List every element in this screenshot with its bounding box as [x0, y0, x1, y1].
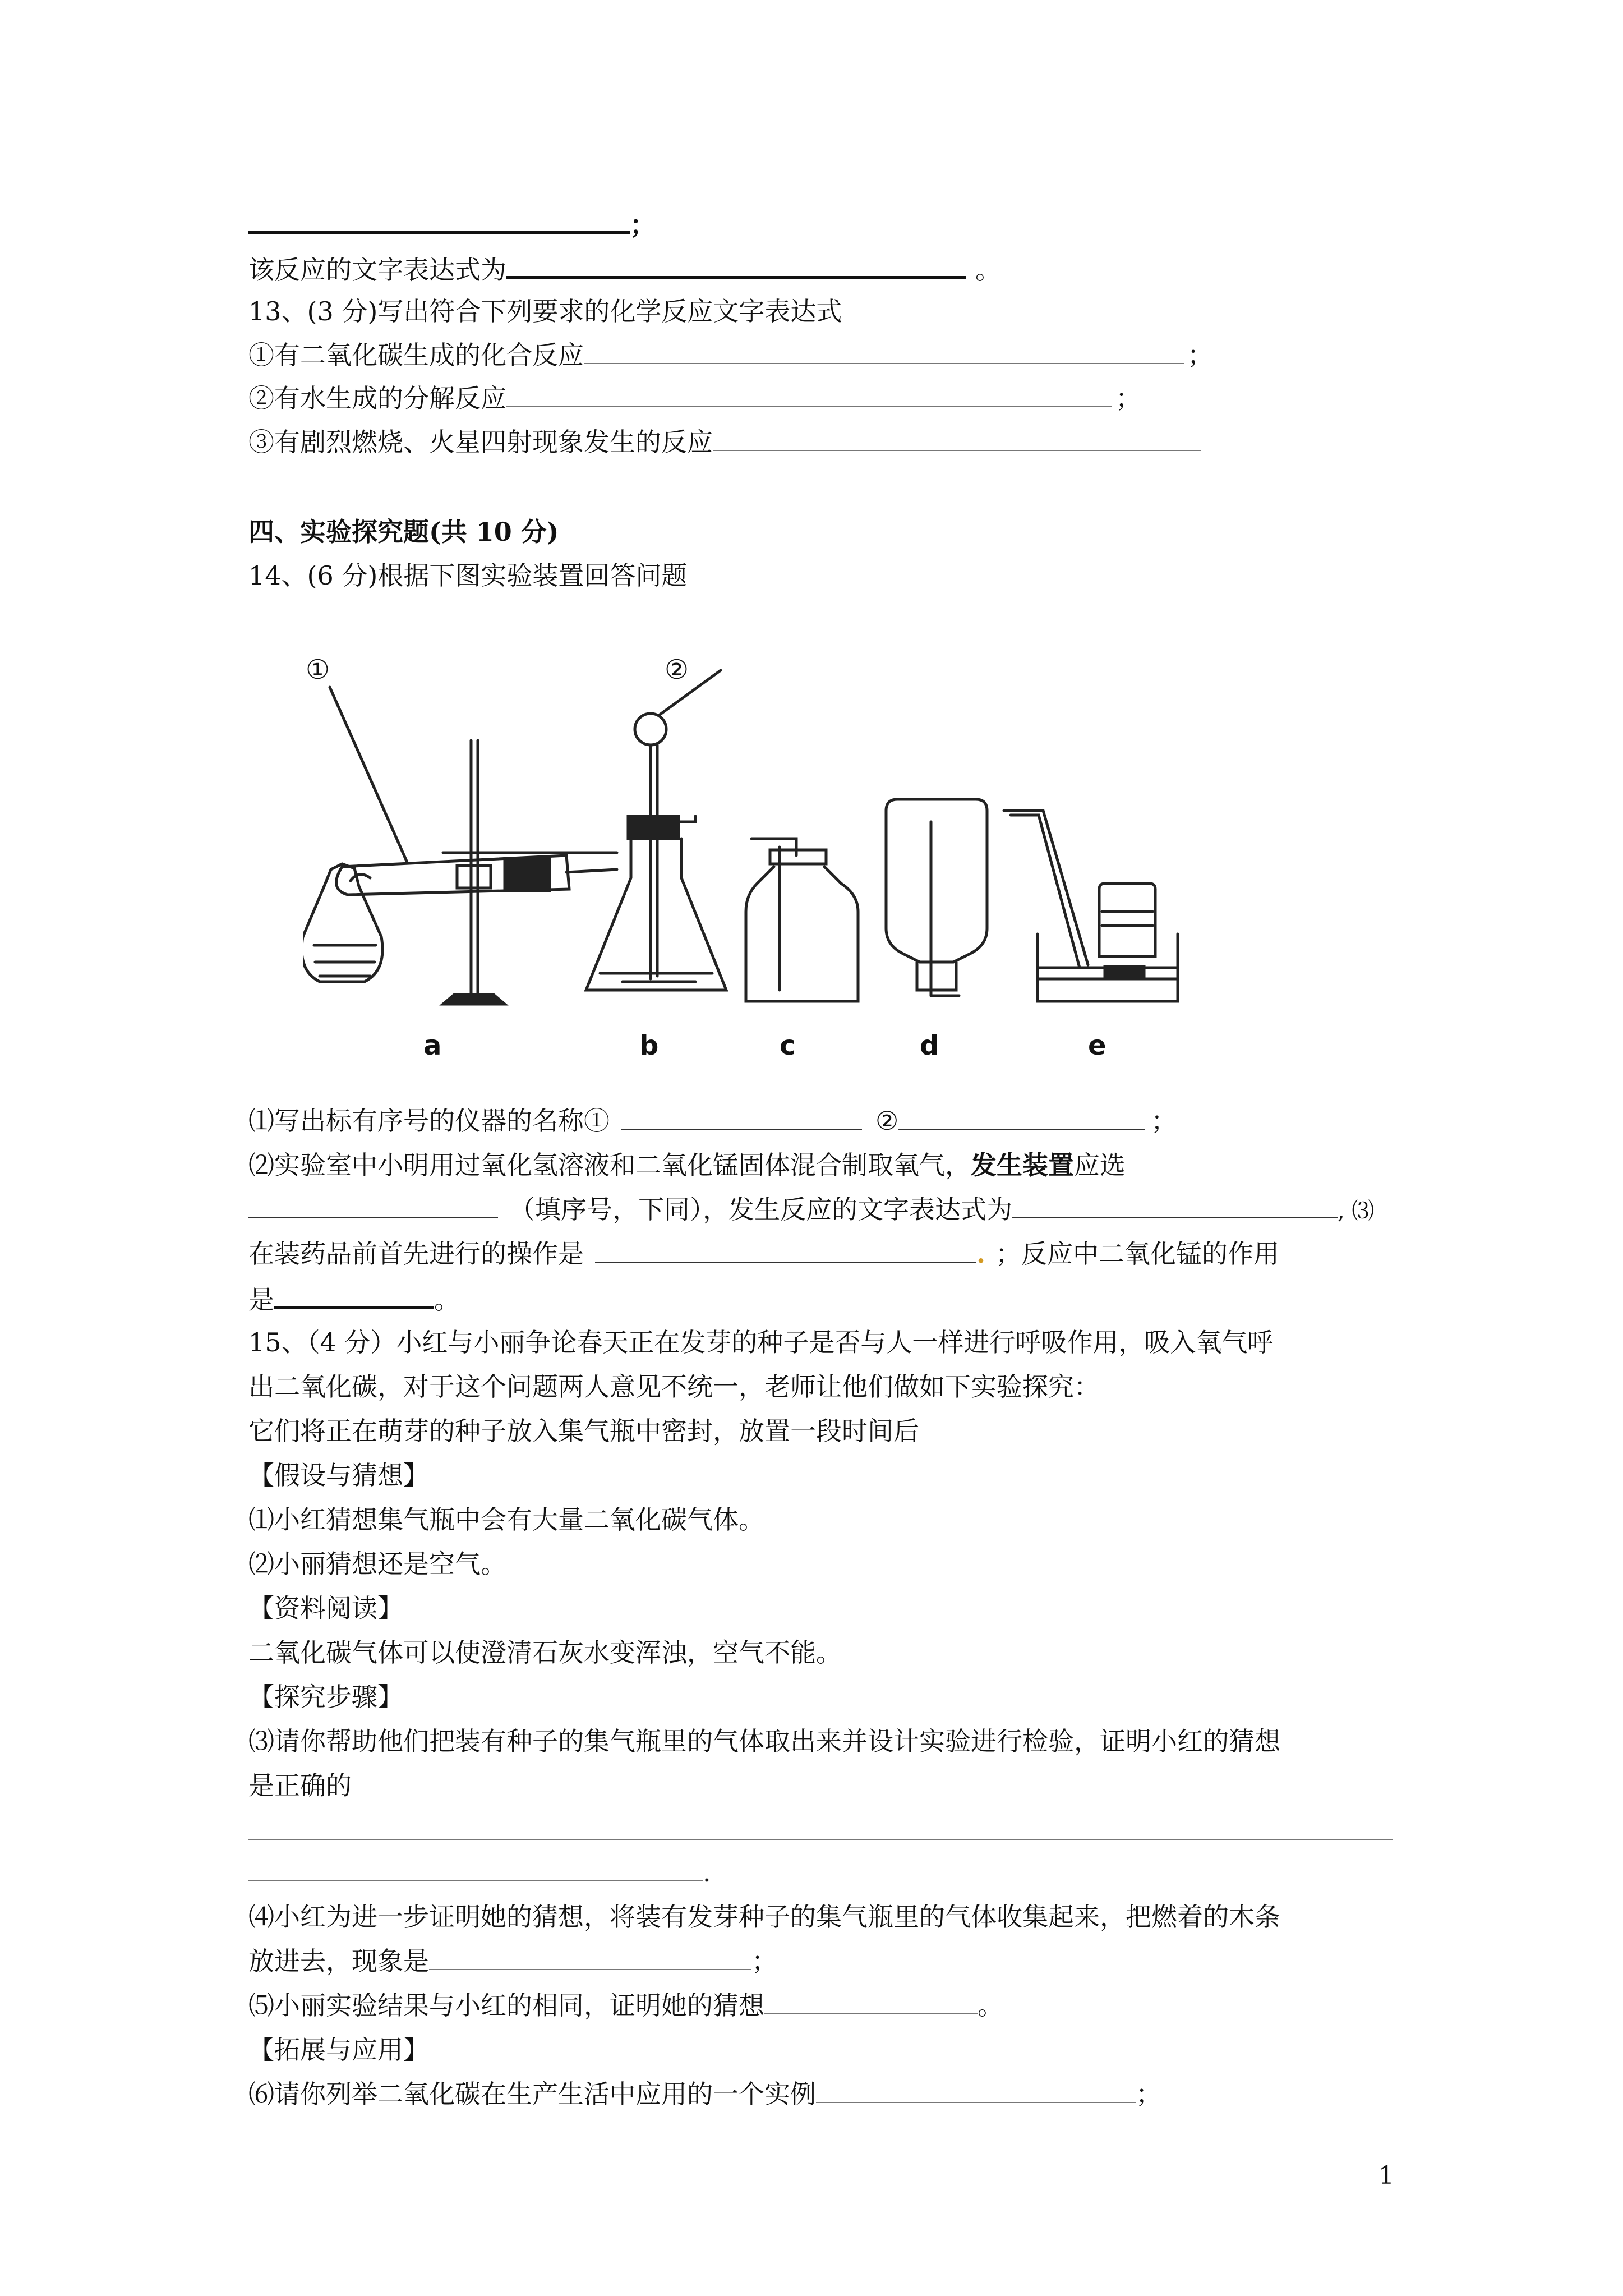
figure-label-a: a	[423, 1030, 442, 1061]
blank[interactable]	[1012, 1193, 1338, 1218]
heading-steps: 【探究步骤】	[248, 1682, 403, 1712]
step-5: ⑸小丽实验结果与小红的相同，证明她的猜想 。	[248, 1989, 1003, 2022]
figure-label-d: d	[920, 1030, 939, 1061]
step-3: ⑶请你帮助他们把装有种子的集气瓶里的气体取出来并设计实验进行检验，证明小红的猜想	[248, 1726, 1280, 1756]
blank[interactable]	[248, 1856, 703, 1881]
inverted-bottle	[886, 799, 987, 996]
extension-6: ⑹请你列举二氧化碳在生产生活中应用的一个实例 ；	[248, 2077, 1161, 2111]
blank[interactable]	[816, 2077, 1136, 2103]
q14-item-2-cont: （填序号，下同），发生反应的文字表达式为 , ⑶	[248, 1193, 1374, 1228]
answer-rule[interactable]	[248, 1839, 1393, 1840]
water-trough	[1004, 811, 1178, 1001]
q14-item-3: 在装药品前首先进行的操作是 . ；反应中二氧化锰的作用	[248, 1237, 1279, 1271]
blank[interactable]	[764, 1989, 978, 2014]
figure-label-2: ②	[665, 654, 689, 685]
figure-label-e: e	[1088, 1030, 1106, 1061]
blank[interactable]	[898, 1104, 1145, 1130]
blank[interactable]	[274, 1281, 434, 1309]
blank[interactable]	[584, 338, 1184, 364]
step-4: ⑷小红为进一步证明她的猜想，将装有发芽种子的集气瓶里的气体收集起来，把燃着的木条	[248, 1902, 1280, 1932]
q13-title: 13、(3 分)写出符合下列要求的化学反应文字表达式	[248, 296, 842, 326]
blank[interactable]	[506, 381, 1112, 407]
reading-text: 二氧化碳气体可以使澄清石灰水变浑浊，空气不能。	[248, 1637, 842, 1668]
iron-stand	[443, 740, 505, 1004]
q15-title: 15、（4 分）小红与小丽争论春天正在发芽的种子是否与人一样进行呼吸作用，吸入氧气呼	[248, 1327, 1274, 1358]
q14-item-2: ⑵实验室中小明用过氧化氢溶液和二氧化锰固体混合制取氧气，发生装置应选	[248, 1150, 1126, 1180]
blank[interactable]	[248, 206, 630, 234]
step-3-cont: 是正确的	[248, 1770, 352, 1801]
blank[interactable]	[248, 1193, 498, 1218]
step-4-cont: 放进去，现象是 ；	[248, 1944, 777, 1978]
figure-label-c: c	[780, 1030, 796, 1061]
figure-label-1: ①	[306, 654, 330, 685]
heading-extension: 【拓展与应用】	[248, 2035, 429, 2065]
q13-item-2: ②有水生成的分解反应 ；	[248, 381, 1141, 415]
page-number: 1	[1378, 2161, 1394, 2190]
hypothesis-1: ⑴小红猜想集气瓶中会有大量二氧化碳气体。	[248, 1504, 764, 1535]
step-3-answer: .	[248, 1856, 711, 1889]
blank[interactable]	[713, 425, 1201, 451]
q13-item-1: ①有二氧化碳生成的化合反应 ；	[248, 338, 1213, 372]
q13-item-3: ③有剧烈燃烧、火星四射现象发生的反应	[248, 425, 1201, 459]
answer-line-1: ；	[248, 206, 656, 242]
section-4-title: 四、实验探究题(共 10 分)	[248, 517, 559, 547]
q15-setup: 它们将正在萌芽的种子放入集气瓶中密封，放置一段时间后	[248, 1416, 919, 1446]
blank[interactable]	[429, 1944, 751, 1970]
gas-collecting-bottle	[746, 839, 858, 1001]
heading-reading: 【资料阅读】	[248, 1593, 403, 1623]
heading-hypothesis: 【假设与猜想】	[248, 1460, 429, 1490]
q14-item-1: ⑴写出标有序号的仪器的名称① ② ；	[248, 1104, 1177, 1138]
q14-title: 14、(6 分)根据下图实验装置回答问题	[248, 560, 688, 591]
blank[interactable]	[621, 1104, 862, 1130]
q15-title-cont: 出二氧化碳，对于这个问题两人意见不统一，老师让他们做如下实验探究：	[248, 1372, 1100, 1402]
figure-label-b: b	[639, 1030, 659, 1061]
blank[interactable]	[506, 251, 966, 279]
hypothesis-2: ⑵小丽猜想还是空气。	[248, 1549, 506, 1579]
pointer-line-1	[330, 687, 407, 861]
lab-apparatus-figure	[303, 631, 1189, 1074]
alcohol-lamp	[303, 864, 382, 982]
reaction-expression-line: 该反应的文字表达式为 。	[248, 251, 1001, 287]
q14-item-3-cont: 是 。	[248, 1281, 460, 1317]
blank[interactable]	[595, 1237, 976, 1263]
